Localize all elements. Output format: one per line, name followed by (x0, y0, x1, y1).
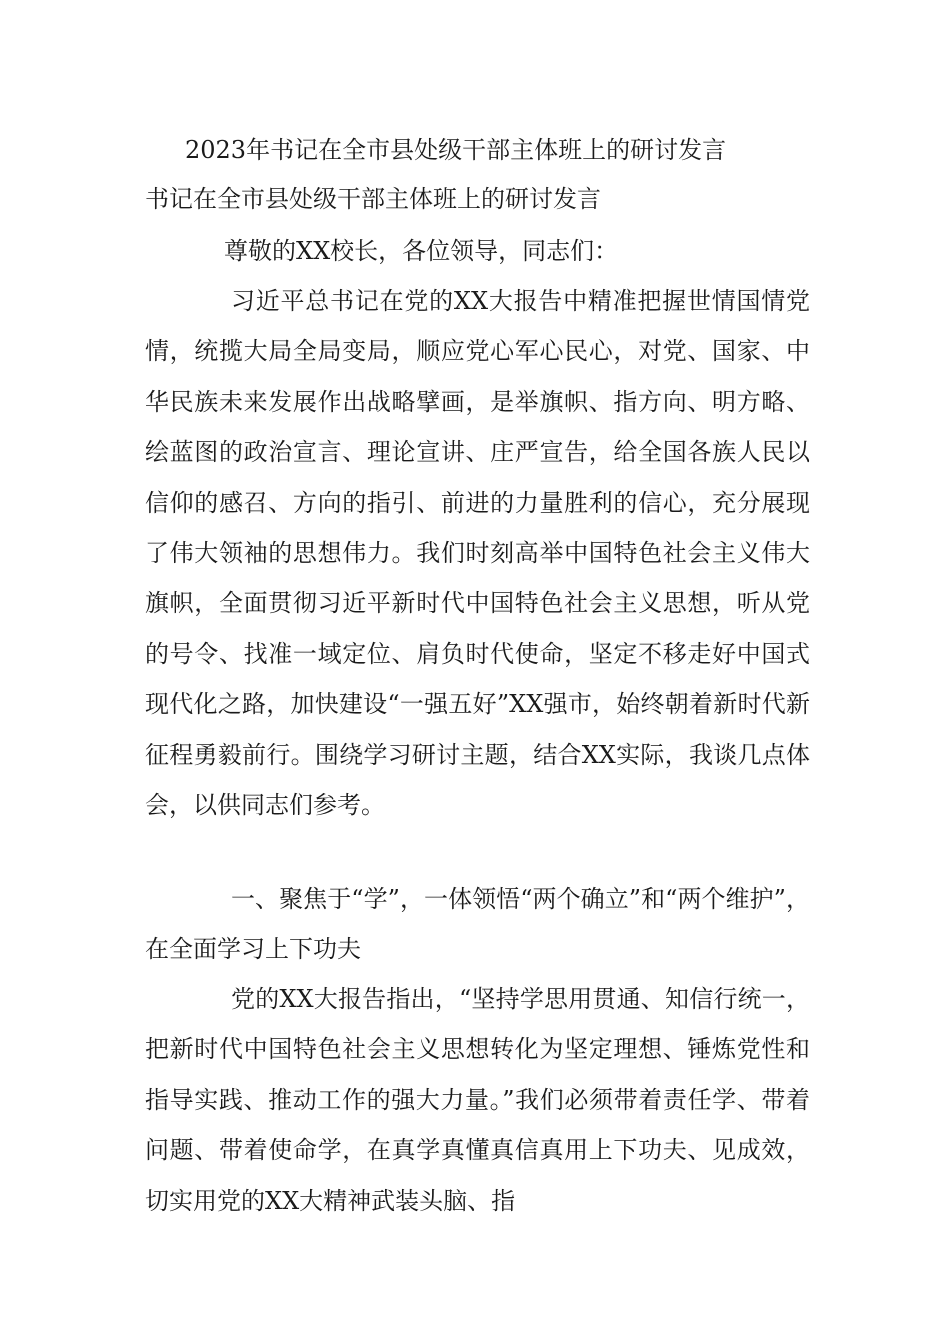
salutation: 尊敬的XX校长，各位领导，同志们： (224, 237, 619, 265)
section-heading: 一、聚焦于“学”，一体领悟“两个确立”和“两个维护”，在全面学习上下功夫 (145, 885, 810, 964)
document-title: 2023年书记在全市县处级干部主体班上的研讨发言 (185, 136, 727, 164)
body-paragraph: 习近平总书记在党的XX大报告中精准把握世情国情党情，统揽大局全局变局，顺应党心军心民心，对党、国家、中华民族未来发展作出战略擘画，是举旗帜、指方向、明方略、绘蓝图的政治宣言、理论宣讲、庄严宣告，给全国各族人民以信仰的感召、方向的指引、前进的力量胜利的信心，充分展现了伟大领袖的思想伟力。我们时刻高举中国特色社会主义伟大旗帜，全面贯彻习近平新时代中国特色社会主义思想，听从党的号令、找准一域定位、肩负时代使命，坚定不移走好中国式现代化之路，加快建设“一强五好”XX强市，始终朝着新时代新征程勇毅前行。围绕学习研讨主题，结合XX实际，我谈几点体会，以供同志们参考。 (145, 287, 810, 820)
document-subtitle: 书记在全市县处级干部主体班上的研讨发言 (145, 185, 601, 213)
body-paragraph: 党的XX大报告指出，“坚持学思用贯通、知信行统一，把新时代中国特色社会主义思想转化为坚定理想、锤炼党性和指导实践、推动工作的强大力量。”我们必须带着责任学、带着问题、带着使命学，在真学真懂真信真用上下功夫、见成效，切实用党的XX大精神武装头脑、指 (145, 985, 810, 1215)
